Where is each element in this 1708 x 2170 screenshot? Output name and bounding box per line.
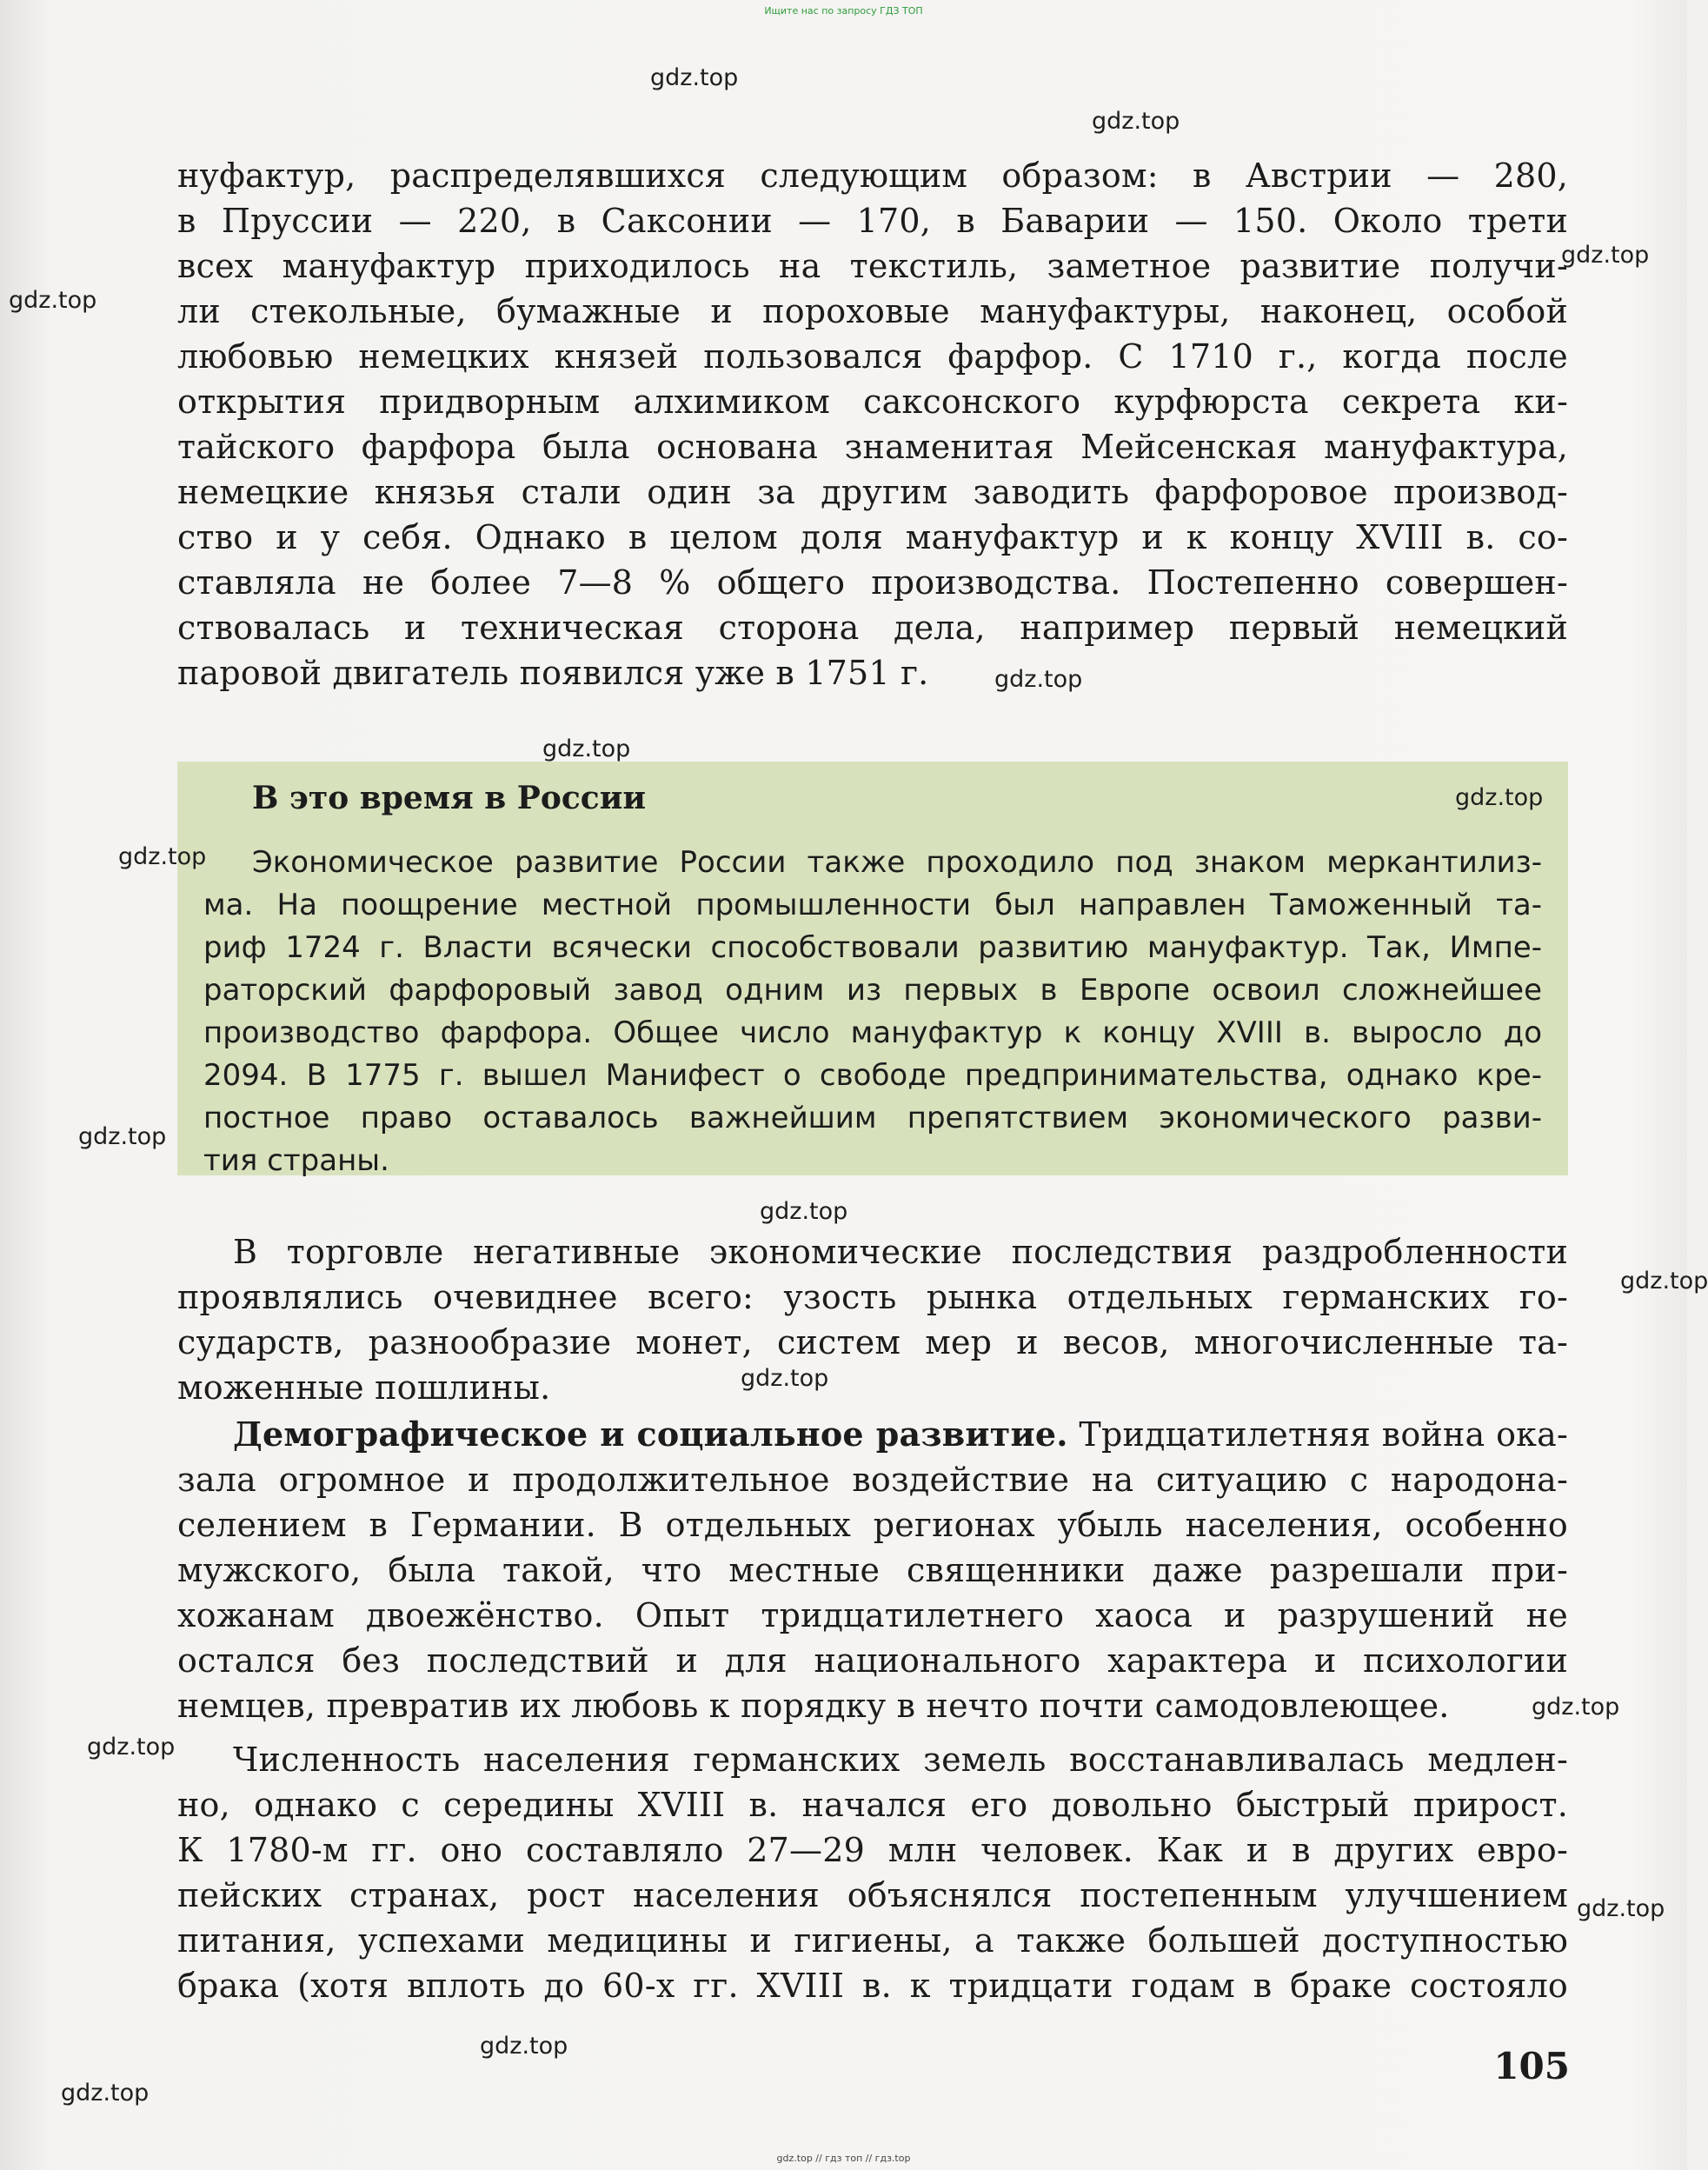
text-line — [233, 1412, 1568, 1457]
text-line: моженные пошлины. — [177, 1368, 551, 1407]
sidebar-line: производство фарфора. Общее число мануфактур к концу XVIII в. выросло до — [203, 1015, 1542, 1050]
footer-banner[interactable]: gdz.top // гдз топ // гдз.top — [776, 2153, 911, 2164]
text-line: немцев, превратив их любовь к порядку в нечто почти самодовлеющее. — [177, 1687, 1450, 1725]
text-line: проявлялись очевиднее всего: узость рынка отдельных германских го- — [177, 1278, 1568, 1316]
watermark-label: gdz.top — [1620, 1268, 1708, 1295]
watermark-label: gdz.top — [9, 287, 97, 314]
text-line: нуфактур, распределявшихся следующим образом: в Австрии — 280, — [177, 156, 1568, 195]
text-line: К 1780-м гг. оно составляло 27—29 млн человек. Как и в других евро- — [177, 1831, 1568, 1869]
text-line: пейских странах, рост населения объяснялся постепенным улучшением — [177, 1876, 1568, 1914]
text-line: сударств, разнообразие монет, систем мер и весов, многочисленные та- — [177, 1323, 1568, 1361]
sidebar-line: раторский фарфоровый завод одним из первых в Европе освоил сложнейшее — [203, 973, 1542, 1008]
text-line: В торговле негативные экономические последствия раздробленности — [233, 1233, 1568, 1271]
sidebar-line: постное право оставалось важнейшим препятствием экономического разви- — [203, 1101, 1542, 1135]
sidebar-line: риф 1724 г. Власти всячески способствовали развитию мануфактур. Так, Импе- — [203, 930, 1542, 965]
text-line: хожанам двоежёнство. Опыт тридцатилетнего хаоса и разрушений не — [177, 1596, 1568, 1634]
sidebar-line: ма. На поощрение местной промышленности был направлен Таможенный та- — [203, 888, 1542, 922]
text-line: любовью немецких князей пользовался фарфор. С 1710 г., когда после — [177, 337, 1568, 376]
sidebar-line: Экономическое развитие России также проходило под знаком меркантилиз- — [252, 845, 1542, 880]
watermark-label: gdz.top — [87, 1734, 176, 1761]
text-line: всех мануфактур приходилось на текстиль, заметное развитие получи- — [177, 247, 1568, 285]
text-line: ставляла не более 7—8 % общего производства. Постепенно совершен- — [177, 563, 1568, 602]
text-line: ли стекольные, бумажные и пороховые мануфактуры, наконец, особой — [177, 292, 1568, 330]
watermark-label: gdz.top — [1532, 1694, 1620, 1721]
watermark-label: gdz.top — [61, 2080, 150, 2107]
watermark-label: gdz.top — [741, 1365, 829, 1392]
text-line: но, однако с середины XVIII в. начался его довольно быстрый прирост. — [177, 1786, 1568, 1824]
text-line: зала огромное и продолжительное воздействие на ситуацию с народона- — [177, 1461, 1568, 1499]
text-line: селением в Германии. В отдельных регионах убыль населения, особенно — [177, 1506, 1568, 1544]
watermark-label: gdz.top — [1561, 242, 1650, 269]
watermark-label: gdz.top — [994, 666, 1083, 693]
text-fragment: Тридцатилетняя война ока- — [1067, 1415, 1568, 1454]
watermark-label: gdz.top — [1092, 108, 1180, 135]
text-line: остался без последствий и для национального характера и психологии — [177, 1641, 1568, 1680]
watermark-label: gdz.top — [78, 1123, 167, 1150]
text-line: мужского, была такой, что местные священники даже разрешали при- — [177, 1551, 1568, 1589]
text-line: в Пруссии — 220, в Саксонии — 170, в Баварии — 150. Около трети — [177, 202, 1568, 240]
watermark-label: gdz.top — [1577, 1895, 1665, 1922]
watermark-label: gdz.top — [480, 2033, 568, 2060]
text-line: тайского фарфора была основана знаменитая Мейсенская мануфактура, — [177, 428, 1568, 466]
text-line: ство и у себя. Однако в целом доля мануфактур и к концу XVIII в. со- — [177, 518, 1568, 556]
text-line: паровой двигатель появился уже в 1751 г. — [177, 654, 929, 692]
text-line: ствовалась и техническая сторона дела, например первый немецкий — [177, 609, 1568, 647]
text-line: открытия придворным алхимиком саксонского курфюрста секрета ки- — [177, 383, 1568, 421]
text-line: брака (хотя вплоть до 60-х гг. XVIII в. к тридцати годам в браке состояло — [177, 1967, 1568, 2005]
watermark-label: gdz.top — [760, 1198, 848, 1225]
text-line: питания, успехами медицины и гигиены, а также большей доступностью — [177, 1921, 1568, 1960]
watermark-label: gdz.top — [1455, 784, 1544, 811]
watermark-label: gdz.top — [542, 736, 631, 762]
sidebar-line: тия страны. — [203, 1143, 389, 1178]
page-number: 105 — [1493, 2045, 1570, 2087]
watermark-label: gdz.top — [650, 64, 739, 91]
watermark-label: gdz.top — [118, 843, 207, 870]
sidebar-title: В это время в России — [252, 780, 647, 816]
header-banner[interactable]: Ищите нас по запросу ГДЗ ТОП — [764, 5, 923, 17]
sidebar-line: 2094. В 1775 г. вышел Манифест о свободе предпринимательства, однако кре- — [203, 1058, 1542, 1093]
section-heading: Демографическое и социальное развитие. — [233, 1414, 1068, 1454]
text-line: Численность населения германских земель восстанавливалась медлен- — [233, 1741, 1568, 1779]
text-line: немецкие князья стали один за другим заводить фарфоровое производ- — [177, 473, 1568, 511]
